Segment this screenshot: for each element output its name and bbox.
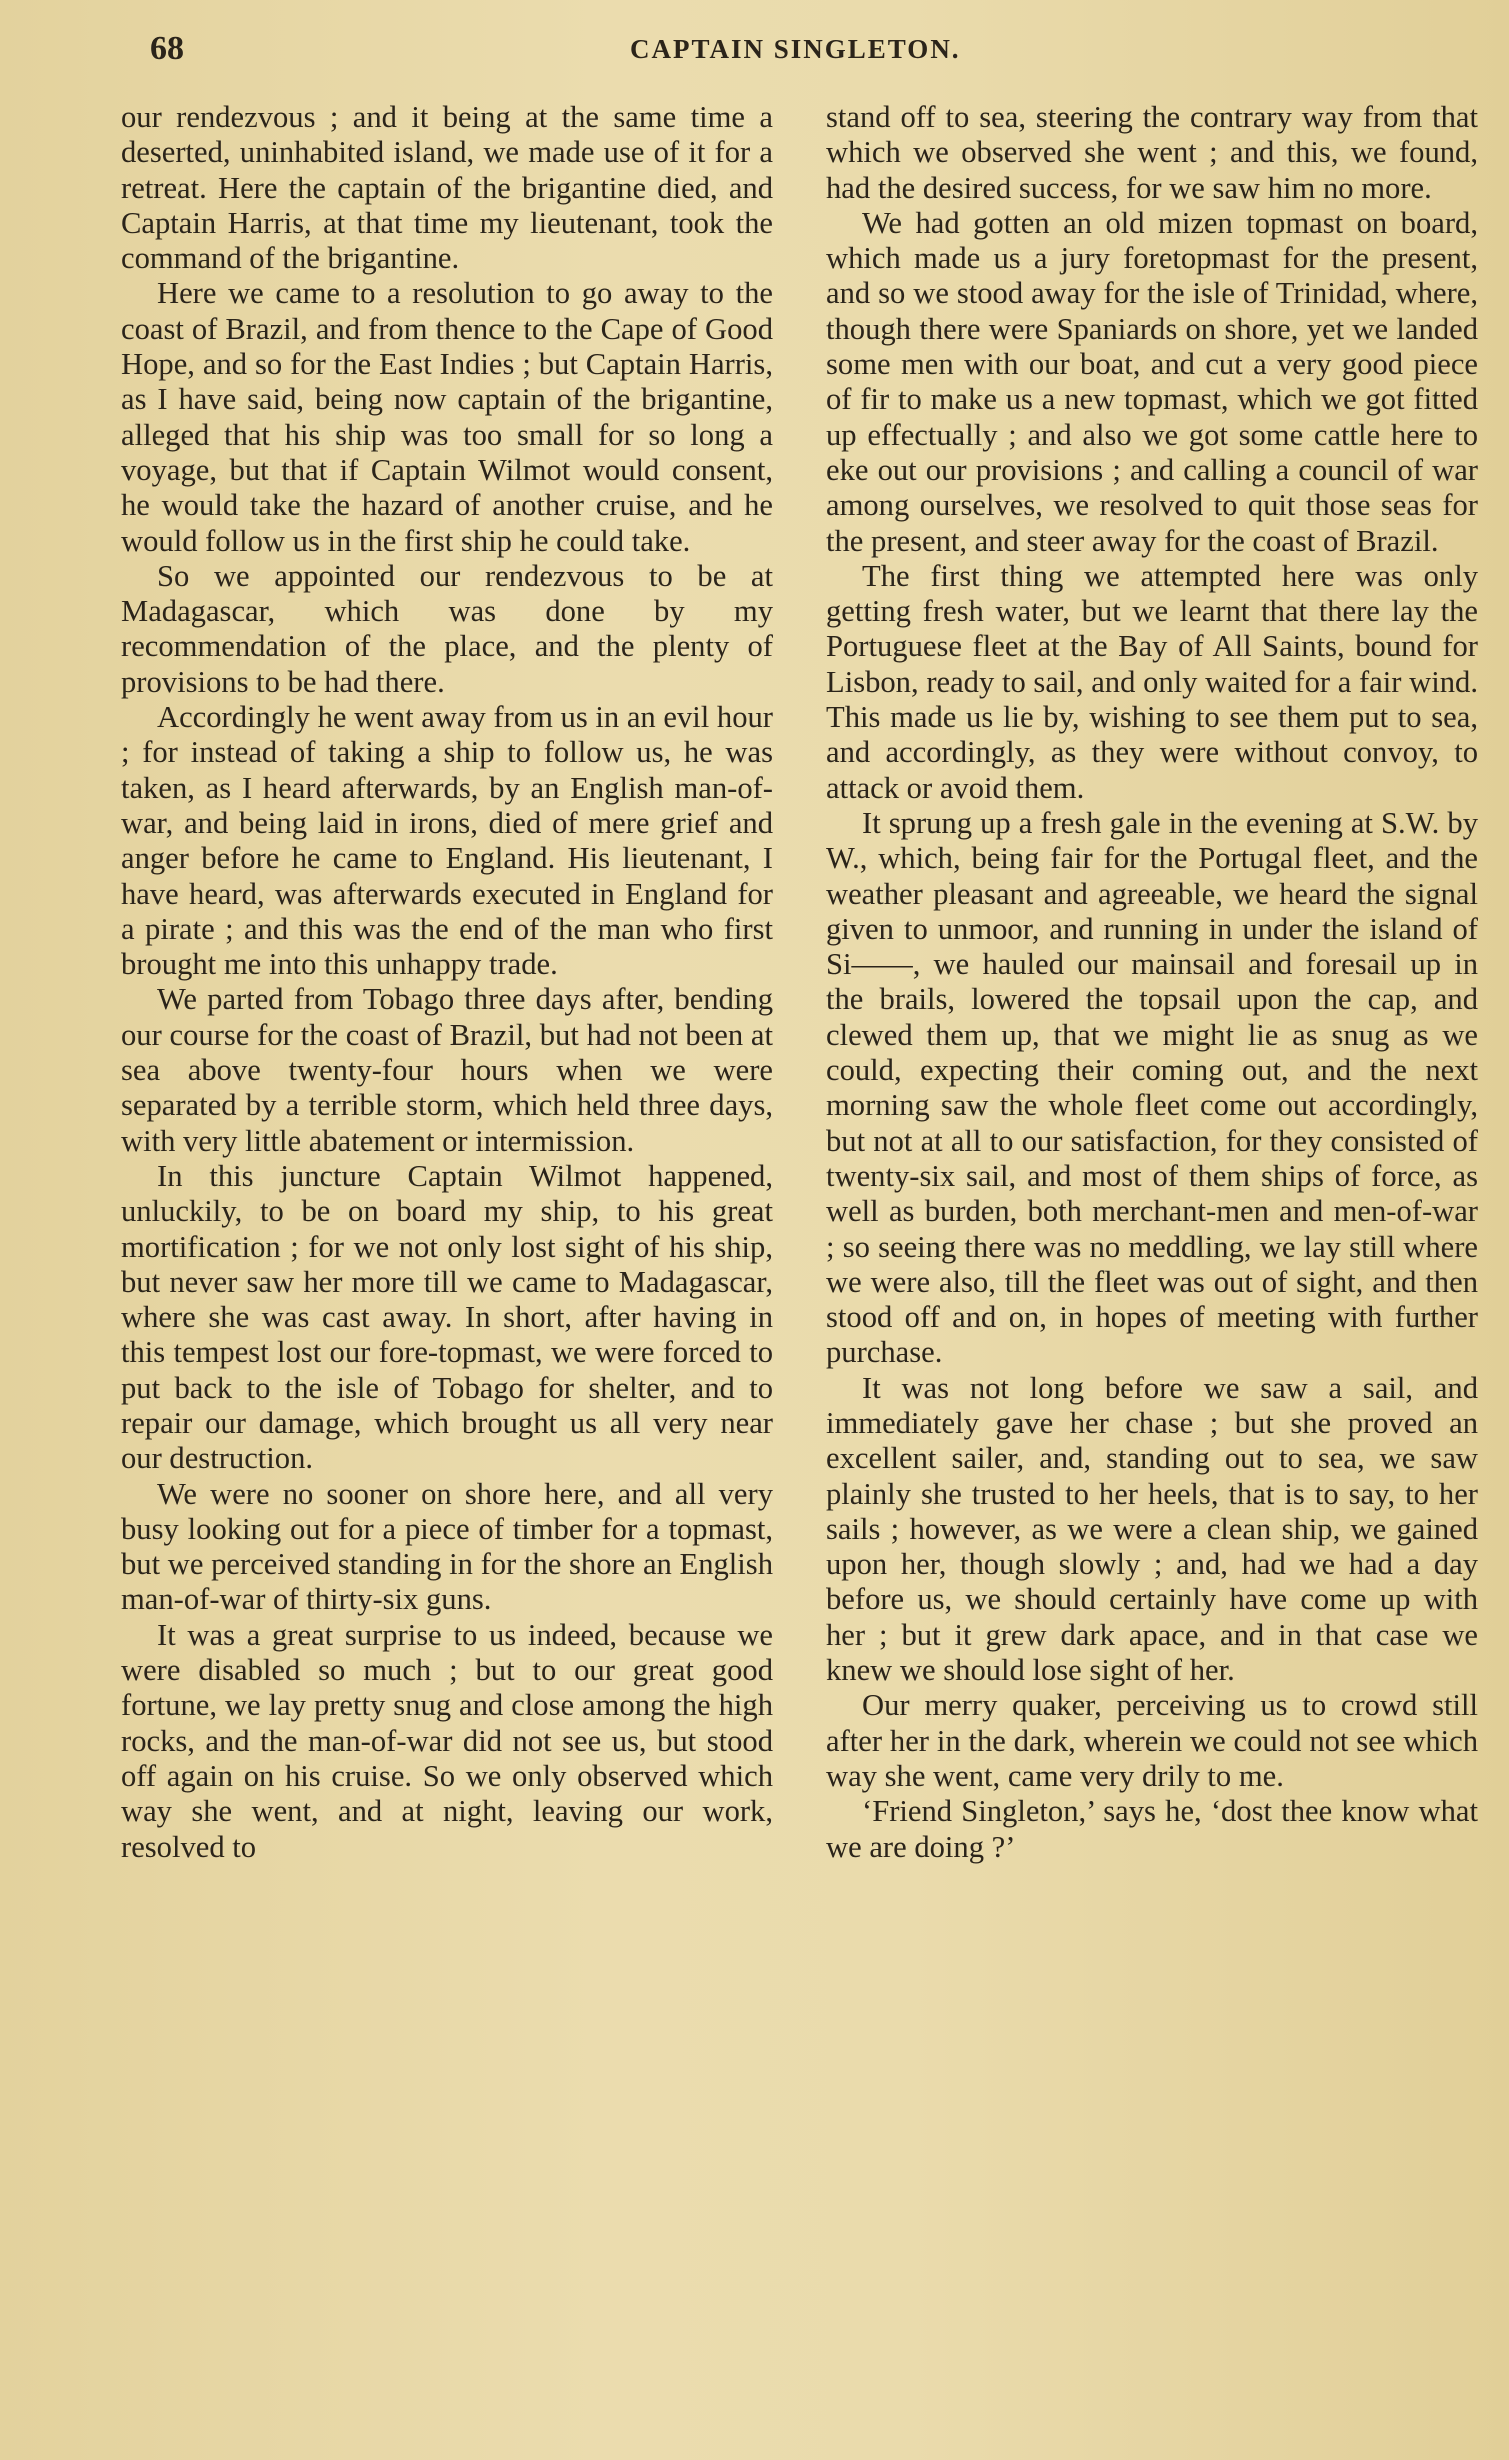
running-title: CAPTAIN SINGLETON.	[630, 34, 961, 64]
paragraph: It was a great surprise to us indeed, because we were disabled so much ; but to our great good fortune, we lay pretty snug and close among the high rocks, and the man-of-war did not see us, but stood off again on his cruise. So we only observed which way she went, and at night, leaving our work, resolved to	[121, 1617, 773, 1864]
paragraph: ‘Friend Singleton,’ says he, ‘dost thee know what we are doing ?’	[826, 1794, 1478, 1864]
running-head	[150, 30, 1449, 70]
paragraph: We parted from Tobago three days after, bending our course for the coast of Brazil, but had not been at sea above twenty-four hours when we were separated by a terrible storm, which held three days, with very little abatement or intermission.	[121, 982, 773, 1158]
paragraph: Our merry quaker, perceiving us to crowd still after her in the dark, wherein we could not see which way she went, came very drily to me.	[826, 1688, 1478, 1793]
page-number: 68	[150, 30, 184, 67]
paragraph: It sprung up a fresh gale in the evening at S.W. by W., which, being fair for the Portugal fleet, and the weather pleasant and agreeable, we heard the signal given to unmoor, and running in under the island of Si——, we hauled our mainsail and foresail up in the brails, lowered the topsail upon the cap, and clewed them up, that we might lie as snug as we could, expecting their coming out, and the next morning saw the whole fleet come out accordingly, but not at all to our satisfaction, for they consisted of twenty-six sail, and most of them ships of force, as well as burden, both merchant-men and men-of-war ; so seeing there was no meddling, we lay still where we were also, till the fleet was out of sight, and then stood off and on, in hopes of meeting with further purchase.	[826, 805, 1478, 1370]
paragraph: We were no sooner on shore here, and all very busy looking out for a piece of timber for a topmast, but we perceived standing in for the shore an English man-of-war of thirty-six guns.	[121, 1476, 773, 1617]
paragraph: The first thing we attempted here was only getting fresh water, but we learnt that there lay the Portuguese fleet at the Bay of All Saints, bound for Lisbon, ready to sail, and only waited for a fair wind. This made us lie by, wishing to see them put to sea, and accordingly, as they were without convoy, to attack or avoid them.	[826, 558, 1478, 805]
paragraph: Accordingly he went away from us in an evil hour ; for instead of taking a ship to follow us, he was taken, as I heard afterwards, by an English man-of-war, and being laid in irons, died of mere grief and anger before he came to England. His lieutenant, I have heard, was afterwards executed in England for a pirate ; and this was the end of the man who first brought me into this unhappy trade.	[121, 700, 773, 982]
paragraph: stand off to sea, steering the contrary way from that which we observed she went ; and this, we found, had the desired success, for we saw him no more.	[826, 100, 1478, 205]
paragraph: We had gotten an old mizen topmast on board, which made us a jury foretopmast for the present, and so we stood away for the isle of Trinidad, where, though there were Spaniards on shore, yet we landed some men with our boat, and cut a very good piece of fir to make us a new topmast, which we got fitted up effectually ; and also we got some cattle here to eke out our provisions ; and calling a council of war among ourselves, we resolved to quit those seas for the present, and steer away for the coast of Brazil.	[826, 205, 1478, 558]
paragraph: So we appointed our rendezvous to be at Madagascar, which was done by my recommendation of the place, and the plenty of provisions to be had there.	[121, 558, 773, 699]
paragraph: It was not long before we saw a sail, and immediately gave her chase ; but she proved an excellent sailer, and, standing out to sea, we saw plainly she trusted to her heels, that is to say, to her sails ; however, as we were a clean ship, we gained upon her, though slowly ; and, had we had a day before us, we should certainly have come up with her ; but it grew dark apace, and in that case we knew we should lose sight of her.	[826, 1370, 1478, 1688]
paragraph: In this juncture Captain Wilmot happened, unluckily, to be on board my ship, to his great mortification ; for we not only lost sight of his ship, but never saw her more till we came to Madagascar, where she was cast away. In short, after having in this tempest lost our fore-topmast, we were forced to put back to the isle of Tobago for shelter, and to repair our damage, which brought us all very near our destruction.	[121, 1158, 773, 1476]
paragraph: Here we came to a resolution to go away to the coast of Brazil, and from thence to the Cape of Good Hope, and so for the East Indies ; but Captain Harris, as I have said, being now captain of the brigantine, alleged that his ship was too small for so long a voyage, but that if Captain Wilmot would consent, he would take the hazard of another cruise, and he would follow us in the first ship he could take.	[121, 276, 773, 558]
paragraph: our rendezvous ; and it being at the same time a deserted, uninhabited island, we made use of it for a retreat. Here the captain of the brigantine died, and Captain Harris, at that time my lieutenant, took the command of the brigantine.	[121, 100, 773, 276]
right-column	[826, 100, 1478, 2420]
left-column	[121, 100, 773, 2420]
